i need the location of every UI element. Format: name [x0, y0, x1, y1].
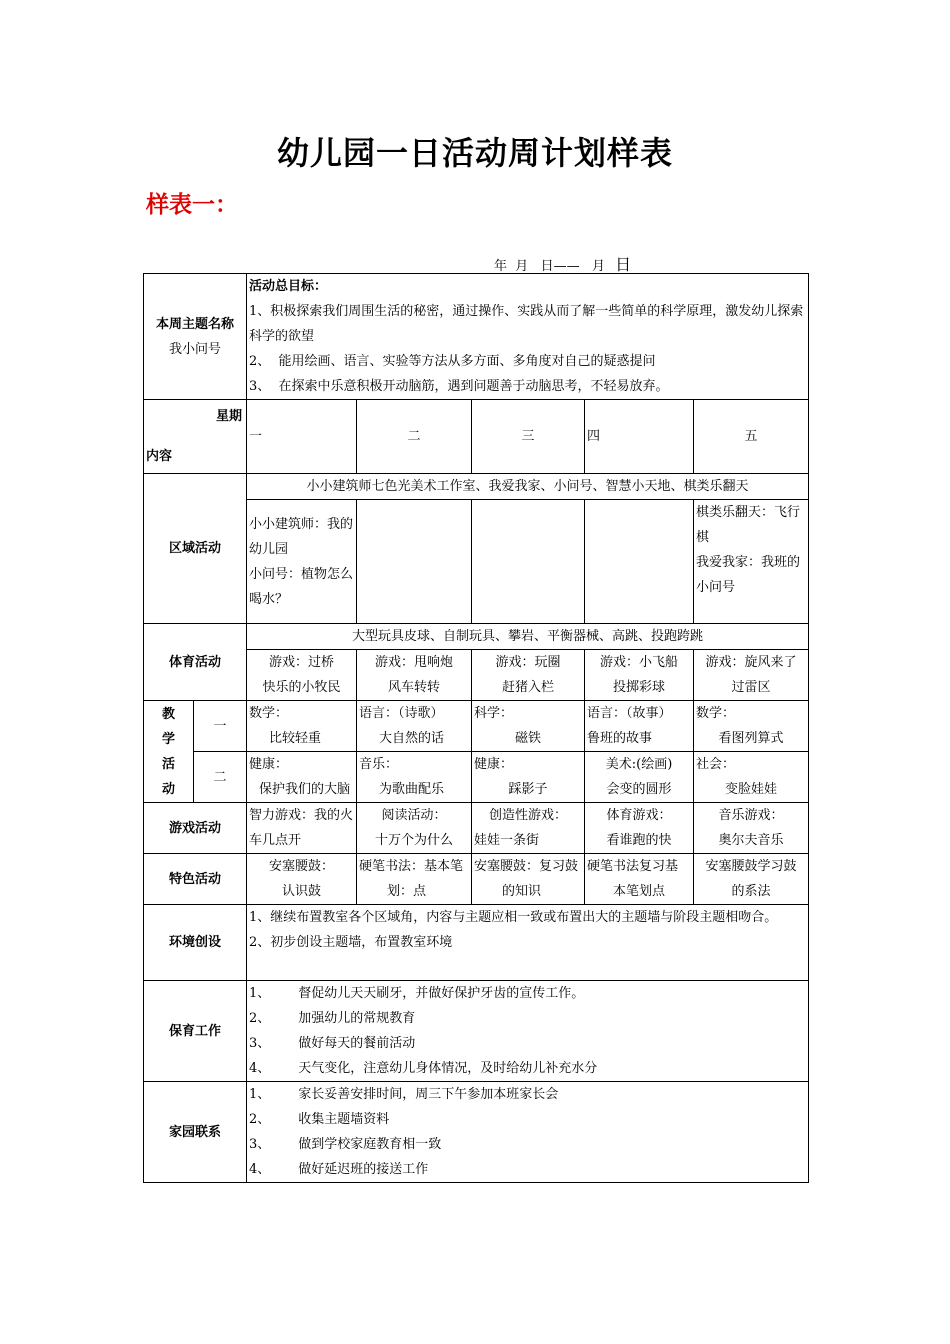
teaching-2-fri — [694, 752, 809, 803]
weekly-plan-table — [143, 273, 809, 1183]
pe-line: 风车转转 — [388, 680, 441, 695]
game-line: 看谁跑的快 — [606, 833, 672, 848]
pe-summary: 大型玩具皮球、自制玩具、攀岩、平衡器械、高跳、投跑跨跳 — [247, 624, 809, 650]
care-cell — [247, 981, 809, 1082]
pe-line: 游戏：旋风来了 — [705, 655, 797, 670]
topic: 大自然的话 — [379, 731, 445, 746]
care-number: 4、 — [249, 1061, 271, 1076]
area-mon: 小小建筑师：我的幼儿园 小问号：植物怎么喝水？ — [247, 500, 357, 624]
special-mon — [247, 854, 357, 905]
home-text: 家长妥善安排时间，周三下午参加本班家长会 — [298, 1087, 559, 1102]
area-wed — [472, 500, 585, 624]
area-summary-row — [144, 474, 809, 500]
special-line: 的系法 — [731, 884, 771, 899]
pe-line: 游戏：甩响炮 — [375, 655, 454, 670]
teaching-1-mon — [247, 701, 357, 752]
topic: 会变的圆形 — [606, 782, 672, 797]
header-corner-cell — [144, 400, 247, 474]
game-line: 体育游戏： — [606, 808, 672, 823]
home-number: 2、 — [249, 1112, 271, 1127]
theme-name: 我小问号 — [169, 341, 222, 357]
teaching-sub-2: 二 — [194, 752, 247, 803]
weekday-header-row — [144, 400, 809, 474]
subject: 科学： — [474, 706, 514, 721]
care-number: 2、 — [249, 1011, 271, 1026]
games-wed — [472, 803, 585, 854]
goal-item: 3、 在探索中乐意积极开动脑筋，遇到问题善于动脑思考，不轻易放弃。 — [249, 379, 669, 394]
pe-thu — [585, 650, 694, 701]
special-line: 安塞腰鼓：复习鼓 — [474, 859, 579, 874]
pe-line: 过雷区 — [731, 680, 771, 695]
subject: 健康： — [474, 757, 514, 772]
care-row — [144, 981, 809, 1082]
pe-line: 游戏：过桥 — [269, 655, 335, 670]
teaching-1-wed — [472, 701, 585, 752]
special-line: 本笔划点 — [613, 884, 666, 899]
game-line: 阅读活动： — [381, 808, 447, 823]
home-text: 做好延迟班的接送工作 — [298, 1162, 429, 1177]
care-line — [249, 1006, 806, 1031]
pe-line: 快乐的小牧民 — [262, 680, 341, 695]
special-line: 硬笔书法复习基 — [587, 859, 679, 874]
care-number: 1、 — [249, 986, 271, 1001]
care-text: 督促幼儿天天刷牙，并做好保护牙齿的宣传工作。 — [298, 986, 585, 1001]
teaching-label-char: 学 — [161, 731, 175, 747]
games-row — [144, 803, 809, 854]
pe-line: 游戏：玩圈 — [495, 655, 561, 670]
pe-line: 投掷彩球 — [613, 680, 666, 695]
game-line: 奥尔夫音乐 — [718, 833, 784, 848]
game-line: 音乐游戏： — [718, 808, 784, 823]
teaching-2-thu — [585, 752, 694, 803]
games-thu — [585, 803, 694, 854]
home-text: 收集主题墙资料 — [298, 1112, 390, 1127]
environment-line: 2、初步创设主题墙，布置教室环境 — [249, 935, 453, 950]
care-line — [249, 1031, 806, 1056]
care-text: 天气变化，注意幼儿身体情况，及时给幼儿补充水分 — [298, 1061, 598, 1076]
games-fri — [694, 803, 809, 854]
game-line: 创造性游戏： — [489, 808, 568, 823]
weekday-tue: 二 — [357, 400, 472, 474]
theme-row — [144, 274, 809, 400]
teaching-label — [144, 701, 194, 803]
theme-goals-cell — [247, 274, 809, 400]
teaching-1-fri — [694, 701, 809, 752]
game-line: 智力游戏：我的火 — [249, 808, 354, 823]
teaching-row-2 — [144, 752, 809, 803]
topic: 为歌曲配乐 — [379, 782, 445, 797]
subject: 语言：（诗歌） — [359, 706, 444, 721]
care-line — [249, 981, 806, 1006]
subject: 音乐： — [359, 757, 399, 772]
subject: 数学： — [696, 706, 736, 721]
subject: 美术:(绘画) — [605, 757, 673, 772]
home-line — [249, 1132, 806, 1157]
teaching-label-char: 动 — [161, 781, 175, 797]
goal-item: 1、积极探索我们周围生活的秘密，通过操作、实践从而了解一些简单的科学原理，激发幼儿探索科学的欲望 — [249, 304, 804, 344]
pe-fri — [694, 650, 809, 701]
care-text: 做好每天的餐前活动 — [298, 1036, 416, 1051]
pe-line: 游戏：小飞船 — [600, 655, 679, 670]
teaching-label-char: 教 — [161, 706, 175, 722]
weekday-fri: 五 — [694, 400, 809, 474]
sample-subtitle: 样表一： — [146, 192, 238, 218]
pe-wed — [472, 650, 585, 701]
home-row — [144, 1082, 809, 1183]
topic: 保护我们的大脑 — [259, 782, 351, 797]
home-label: 家园联系 — [144, 1082, 247, 1183]
care-label: 保育工作 — [144, 981, 247, 1082]
area-fri: 棋类乐翻天：飞行棋 我爱我家：我班的小问号 — [694, 500, 809, 624]
home-line — [249, 1157, 806, 1182]
topic: 踩影子 — [508, 782, 548, 797]
teaching-2-mon — [247, 752, 357, 803]
games-label: 游戏活动 — [144, 803, 247, 854]
goals-title: 活动总目标： — [249, 279, 328, 294]
environment-label: 环境创设 — [144, 905, 247, 981]
date-line — [494, 252, 631, 275]
care-text: 加强幼儿的常规教育 — [298, 1011, 416, 1026]
environment-line: 1、继续布置教室各个区域角，内容与主题应相一致或布置出大的主题墙与阶段主题相吻合。 — [249, 910, 778, 925]
pe-summary-row — [144, 624, 809, 650]
teaching-row-1 — [144, 701, 809, 752]
topic: 变脸娃娃 — [725, 782, 778, 797]
special-thu — [585, 854, 694, 905]
header-corner-content: 内容 — [146, 449, 173, 464]
home-number: 1、 — [249, 1087, 271, 1102]
game-line: 十万个为什么 — [375, 833, 454, 848]
special-fri — [694, 854, 809, 905]
pe-mon — [247, 650, 357, 701]
area-tue — [357, 500, 472, 624]
home-cell — [247, 1082, 809, 1183]
games-mon — [247, 803, 357, 854]
date-day-text: 日 — [615, 255, 632, 274]
special-wed — [472, 854, 585, 905]
teaching-2-wed — [472, 752, 585, 803]
special-row — [144, 854, 809, 905]
care-number: 3、 — [249, 1036, 271, 1051]
date-range-text: 年 月 日—— 月 — [494, 259, 606, 274]
theme-label-cell — [144, 274, 247, 400]
special-line: 认识鼓 — [282, 884, 322, 899]
special-line: 安塞腰鼓： — [269, 859, 335, 874]
environment-cell — [247, 905, 809, 981]
goal-item: 2、 能用绘画、语言、实验等方法从多方面、多角度对自己的疑惑提问 — [249, 354, 656, 369]
header-corner-weekday: 星期 — [216, 409, 243, 424]
teaching-label-char: 活 — [161, 756, 175, 772]
home-number: 3、 — [249, 1137, 271, 1152]
subject: 健康： — [249, 757, 289, 772]
teaching-1-thu — [585, 701, 694, 752]
theme-label: 本周主题名称 — [156, 316, 235, 332]
topic: 鲁班的故事 — [587, 731, 653, 746]
teaching-2-tue — [357, 752, 472, 803]
special-tue — [357, 854, 472, 905]
care-line — [249, 1056, 806, 1081]
subject: 语言：（故事） — [587, 706, 672, 721]
special-line: 安塞腰鼓学习鼓 — [705, 859, 797, 874]
subject: 社会： — [696, 757, 736, 772]
topic: 磁铁 — [515, 731, 542, 746]
home-text: 做到学校家庭教育相一致 — [298, 1137, 442, 1152]
game-line: 娃娃一条街 — [474, 833, 540, 848]
weekday-wed: 三 — [472, 400, 585, 474]
teaching-sub-1: 一 — [194, 701, 247, 752]
game-line: 车几点开 — [249, 833, 302, 848]
pe-line: 赶猪入栏 — [502, 680, 555, 695]
topic: 看图列算式 — [718, 731, 784, 746]
weekday-mon: 一 — [247, 400, 357, 474]
area-summary: 小小建筑师七色光美术工作室、我爱我家、小问号、智慧小天地、棋类乐翻天 — [247, 474, 809, 500]
special-line: 硬笔书法：基本笔 — [359, 859, 464, 874]
pe-label: 体育活动 — [144, 624, 247, 701]
weekday-thu: 四 — [585, 400, 694, 474]
home-line — [249, 1107, 806, 1132]
games-tue — [357, 803, 472, 854]
pe-tue — [357, 650, 472, 701]
subject: 数学： — [249, 706, 289, 721]
environment-row — [144, 905, 809, 981]
home-line — [249, 1082, 806, 1107]
special-line: 划：点 — [387, 884, 427, 899]
topic: 比较轻重 — [269, 731, 322, 746]
area-thu — [585, 500, 694, 624]
special-label: 特色活动 — [144, 854, 247, 905]
teaching-1-tue — [357, 701, 472, 752]
special-line: 的知识 — [502, 884, 542, 899]
page-title: 幼儿园一日活动周计划样表 — [276, 134, 673, 172]
area-label: 区域活动 — [144, 474, 247, 624]
home-number: 4、 — [249, 1162, 271, 1177]
